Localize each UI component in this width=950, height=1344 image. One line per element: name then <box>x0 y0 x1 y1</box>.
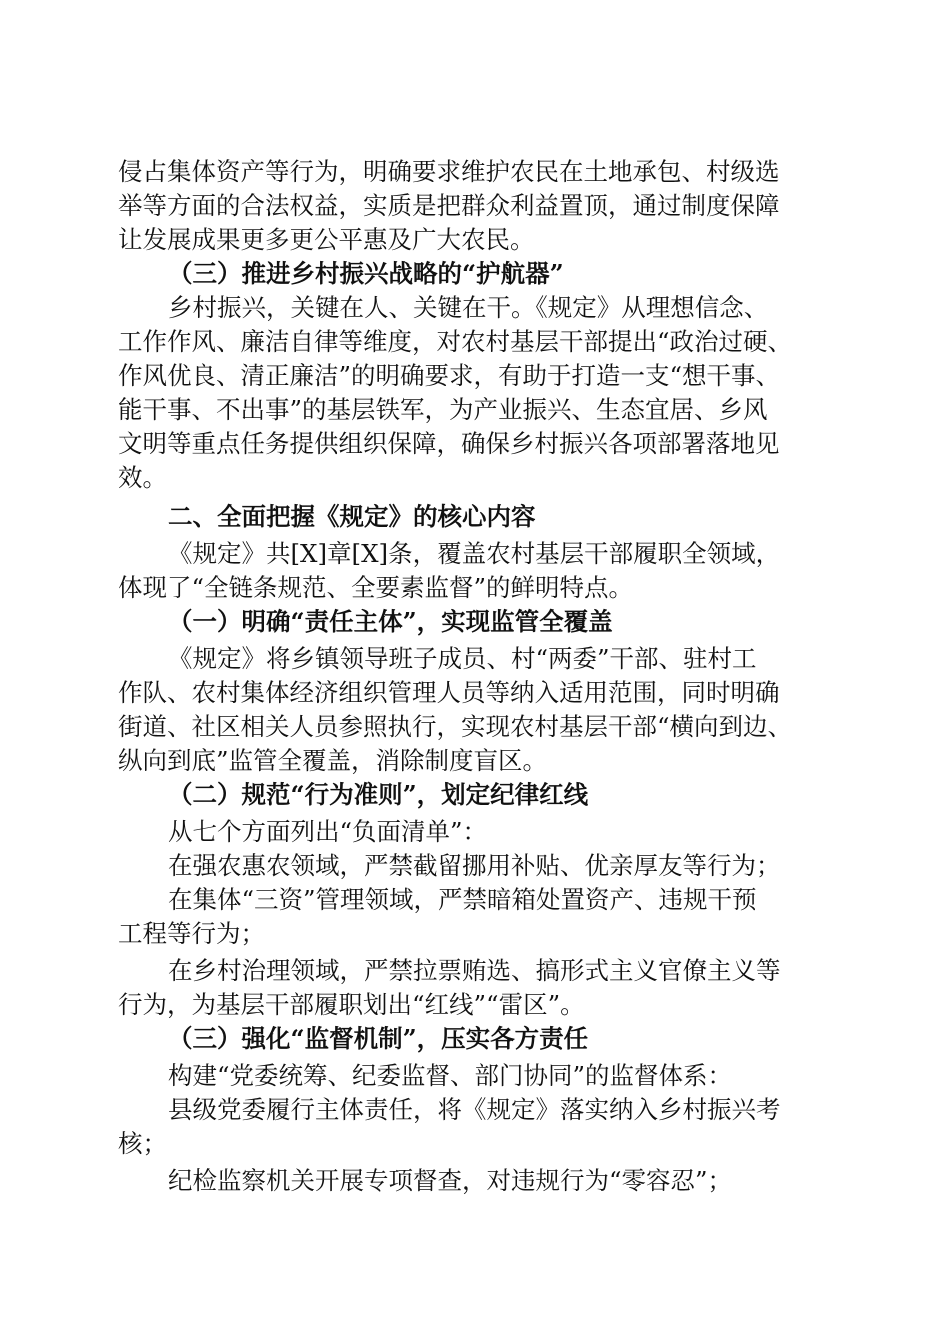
paragraph-line-28: 县级党委履行主体责任，将《规定》落实纳入乡村振兴考 <box>168 1095 781 1124</box>
paragraph-line-18: 纵向到底”监管全覆盖，消除制度盲区。 <box>118 746 548 775</box>
paragraph-line-20: 从七个方面列出“负面清单”： <box>168 817 488 846</box>
paragraph-line-24: 在乡村治理领域，严禁拉票贿选、搞形式主义官僚主义等 <box>168 956 781 985</box>
paragraph-line-15: 《规定》将乡镇领导班子成员、村“两委”干部、驻村工 <box>168 644 757 673</box>
paragraph-line-27: 构建“党委统筹、纪委监督、部门协同”的监督体系： <box>168 1061 733 1090</box>
paragraph-line-22: 在集体“三资”管理领域，严禁暗箱处置资产、违规干预 <box>168 885 757 914</box>
paragraph-line-3: 让发展成果更多更公平惠及广大农民。 <box>118 225 535 254</box>
subheading-3-supervision: （三）强化“监督机制”，压实各方责任 <box>168 1024 589 1053</box>
paragraph-line-10: 效。 <box>118 463 167 492</box>
paragraph-line-13: 体现了“全链条规范、全要素监督”的鲜明特点。 <box>118 573 634 602</box>
subheading-1-responsibility: （一）明确“责任主体”，实现监管全覆盖 <box>168 607 613 636</box>
paragraph-line-5: 乡村振兴，关键在人、关键在干。《规定》从理想信念、 <box>168 293 769 322</box>
paragraph-line-29: 核； <box>118 1129 167 1158</box>
paragraph-line-6: 工作作风、廉洁自律等维度，对农村基层干部提出“政治过硬、 <box>118 327 793 356</box>
section-heading-2: 二、全面把握《规定》的核心内容 <box>168 502 536 531</box>
paragraph-line-25: 行为，为基层干部履职划出“红线”“雷区”。 <box>118 990 585 1019</box>
paragraph-line-2: 举等方面的合法权益，实质是把群众利益置顶，通过制度保障 <box>118 191 780 220</box>
paragraph-line-17: 街道、社区相关人员参照执行，实现农村基层干部“横向到边、 <box>118 712 793 741</box>
subheading-3-escort: （三）推进乡村振兴战略的“护航器” <box>168 259 564 288</box>
subheading-2-conduct: （二）规范“行为准则”，划定纪律红线 <box>168 780 589 809</box>
paragraph-line-23: 工程等行为； <box>118 919 265 948</box>
paragraph-line-16: 作队、农村集体经济组织管理人员等纳入适用范围，同时明确 <box>118 678 780 707</box>
paragraph-line-1: 侵占集体资产等行为，明确要求维护农民在土地承包、村级选 <box>118 157 780 186</box>
paragraph-line-21: 在强农惠农领域，严禁截留挪用补贴、优亲厚友等行为； <box>168 851 781 880</box>
paragraph-line-12: 《规定》共[X]章[X]条，覆盖农村基层干部履职全领域， <box>168 539 781 568</box>
paragraph-line-7: 作风优良、清正廉洁”的明确要求，有助于打造一支“想干事、 <box>118 361 781 390</box>
paragraph-line-8: 能干事、不出事”的基层铁军，为产业振兴、生态宜居、乡风 <box>118 395 768 424</box>
paragraph-line-9: 文明等重点任务提供组织保障，确保乡村振兴各项部署落地见 <box>118 429 780 458</box>
paragraph-line-30: 纪检监察机关开展专项督查，对违规行为“零容忍”； <box>168 1166 733 1195</box>
